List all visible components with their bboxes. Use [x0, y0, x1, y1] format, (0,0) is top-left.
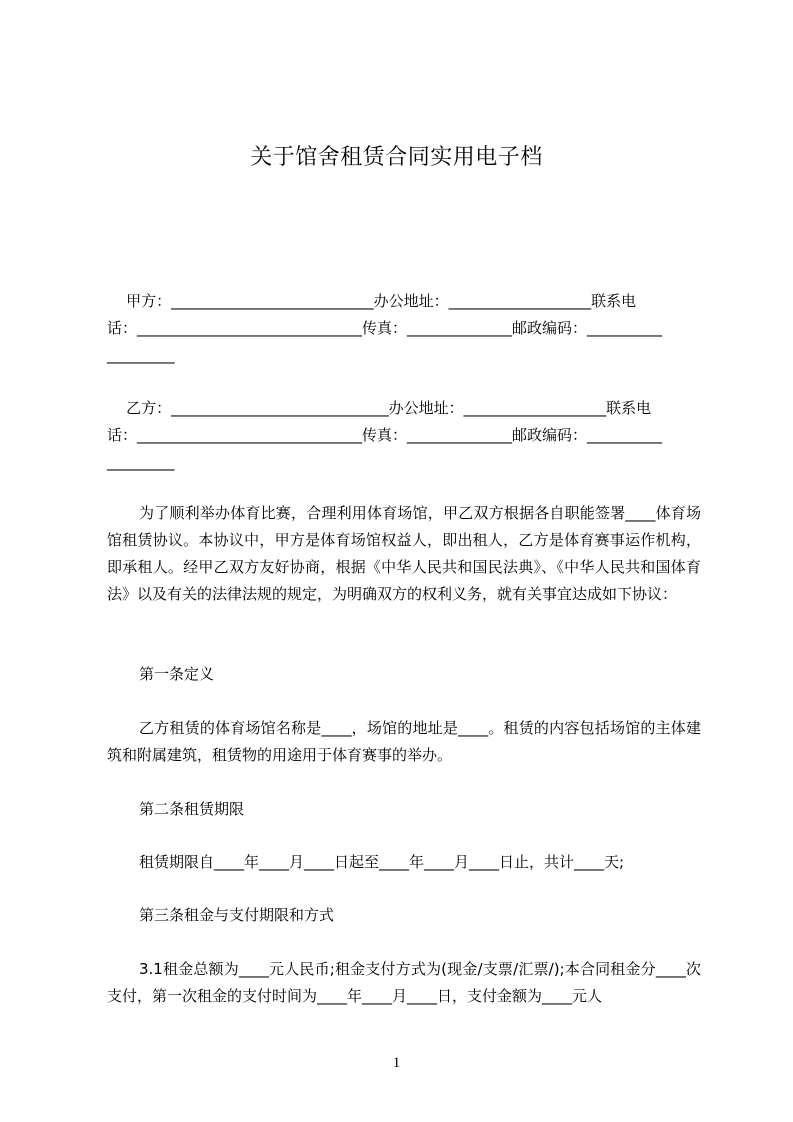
party-b-line-3: _________: [107, 453, 175, 471]
party-b-line-2: 话：______________________________传真：______________邮政编码：__________: [107, 426, 663, 444]
article-3-heading: 第三条租金与支付期限和方式: [139, 906, 335, 924]
article-1-body: 乙方租赁的体育场馆名称是____，场馆的地址是____。租赁的内容包括场馆的主体建筑和附属建筑，租赁物的用途用于体育赛事的举办。: [107, 719, 701, 764]
document-title: 关于馆舍租赁合同实用电子档: [250, 145, 543, 170]
article-2-heading: 第二条租赁期限: [139, 800, 245, 818]
page-number: 1: [392, 1055, 401, 1071]
preamble-paragraph: 为了顺利举办体育比赛，合理利用体育场馆，甲乙双方根据各自职能签署____体育场馆租赁协议。本协议中，甲方是体育场馆权益人，即出租人，乙方是体育赛事运作机构，即承租人。经甲乙双方友好协商，根据《中华人民共和国民法典》、《中华人民共和国体育法》以及有关的法律法规的规定，为明确双方的权利义务，就有关事宜达成如下协议：: [107, 504, 701, 603]
party-b-line-1: 乙方：_____________________________办公地址：___________________联系电: [107, 399, 652, 417]
party-a-line-2: 话：______________________________传真：______________邮政编码：__________: [107, 319, 663, 337]
party-a-line-1: 甲方：___________________________办公地址：___________________联系电: [107, 292, 637, 310]
article-1-heading: 第一条定义: [139, 665, 215, 683]
party-a-line-3: _________: [107, 346, 175, 364]
article-2-body: 租赁期限自____年____月____日起至____年____月____日止，共计____天;: [139, 853, 625, 871]
article-3-body: 3.1租金总额为____元人民币;租金支付方式为(现金/支票/汇票/);本合同租金分____次支付，第一次租金的支付时间为____年____月____日，支付金额为____元人: [107, 960, 701, 1005]
